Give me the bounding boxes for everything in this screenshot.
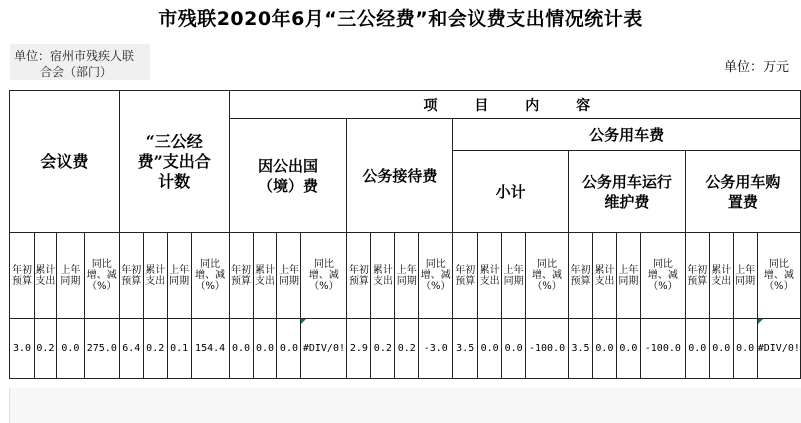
value-cell: #DIV/0! (301, 319, 347, 379)
sub-header-cell: 同比 增、减 （%） (419, 233, 453, 319)
value-cell: 2.9 (347, 319, 371, 379)
sub-header-cell: 年初 预算 (453, 233, 478, 319)
sub-header-cell: 年初 预算 (229, 233, 253, 319)
header-xiaoji: 小计 (453, 151, 569, 233)
value-cell: -100.0 (526, 319, 569, 379)
header-gouzhi: 公务用车购置费 (685, 151, 800, 233)
value-cell: 0.0 (592, 319, 616, 379)
sub-header-cell: 同比 增、减 （%） (84, 233, 119, 319)
value-cell: 0.2 (371, 319, 395, 379)
sub-header-cell: 上年 同期 (395, 233, 419, 319)
sub-header-cell: 年初 预算 (347, 233, 371, 319)
value-cell: 0.0 (56, 319, 84, 379)
value-cell: 3.0 (10, 319, 35, 379)
sub-header-cell: 年初 预算 (119, 233, 143, 319)
error-indicator-icon (758, 319, 763, 324)
sub-header-cell: 累计 支出 (709, 233, 733, 319)
value-cell: 0.0 (733, 319, 757, 379)
header-gongwuche: 公务用车费 (453, 119, 801, 151)
sub-header-cell: 上年 同期 (56, 233, 84, 319)
value-cell: 0.0 (229, 319, 253, 379)
sub-header-cell: 上年 同期 (733, 233, 757, 319)
data-row (10, 319, 801, 379)
sub-header-cell: 累计 支出 (34, 233, 56, 319)
statistics-table (9, 90, 801, 379)
value-cell: 0.2 (143, 319, 167, 379)
sub-header-cell: 上年 同期 (167, 233, 191, 319)
sub-header-cell: 同比 增、减 （%） (526, 233, 569, 319)
value-cell: 0.0 (478, 319, 502, 379)
blank-area (9, 388, 801, 423)
sub-header-cell: 累计 支出 (592, 233, 616, 319)
value-cell: 0.0 (616, 319, 640, 379)
reporting-unit-line2: 合会（部门） (40, 65, 113, 79)
value-cell: -100.0 (640, 319, 685, 379)
value-cell: 3.5 (453, 319, 478, 379)
value-cell: 0.0 (709, 319, 733, 379)
value-cell: -3.0 (419, 319, 453, 379)
value-cell: 0.1 (167, 319, 191, 379)
sub-header-cell: 年初 预算 (685, 233, 709, 319)
header-yunxing-weihu: 公务用车运行维护费 (569, 151, 686, 233)
value-cell: 3.5 (569, 319, 593, 379)
value-cell: 0.2 (34, 319, 56, 379)
value-cell: 154.4 (191, 319, 229, 379)
sub-header-cell: 累计 支出 (143, 233, 167, 319)
sub-header-cell: 上年 同期 (502, 233, 526, 319)
sub-header-cell: 同比 增、减 （%） (757, 233, 800, 319)
error-indicator-icon (301, 319, 306, 324)
table-title: 市残联2020年6月“三公经费”和会议费支出情况统计表 (158, 8, 643, 30)
value-cell: 6.4 (119, 319, 143, 379)
currency-unit: 单位：万元 (723, 60, 789, 75)
sub-header-cell: 累计 支出 (371, 233, 395, 319)
sub-header-cell: 上年 同期 (277, 233, 301, 319)
value-cell: 0.0 (253, 319, 277, 379)
value-cell: 0.0 (502, 319, 526, 379)
sub-header-cell: 同比 增、减 （%） (640, 233, 685, 319)
value-cell: 0.0 (685, 319, 709, 379)
sub-header-row (10, 233, 801, 319)
reporting-unit-line1: 单位：宿州市残疾人联 (14, 49, 135, 63)
sub-header-cell: 年初 预算 (569, 233, 593, 319)
sub-header-cell: 累计 支出 (253, 233, 277, 319)
header-jiedai: 公务接待费 (347, 119, 453, 233)
value-cell: 0.0 (277, 319, 301, 379)
header-xiangmu: 项 目 内 容 (229, 91, 800, 119)
sub-header-cell: 上年 同期 (616, 233, 640, 319)
header-sangong-total: “三公经费”支出合计数 (119, 91, 229, 233)
value-cell: 0.2 (395, 319, 419, 379)
sub-header-cell: 同比 增、减 （%） (191, 233, 229, 319)
header-yingong-chuguo: 因公出国（境）费 (229, 119, 347, 233)
value-cell: 275.0 (84, 319, 119, 379)
header-huiyifei: 会议费 (10, 91, 120, 233)
value-cell: #DIV/0! (757, 319, 800, 379)
sub-header-cell: 年初 预算 (10, 233, 35, 319)
reporting-unit (10, 44, 150, 80)
sub-header-cell: 累计 支出 (478, 233, 502, 319)
sub-header-cell: 同比 增、减 （%） (301, 233, 347, 319)
